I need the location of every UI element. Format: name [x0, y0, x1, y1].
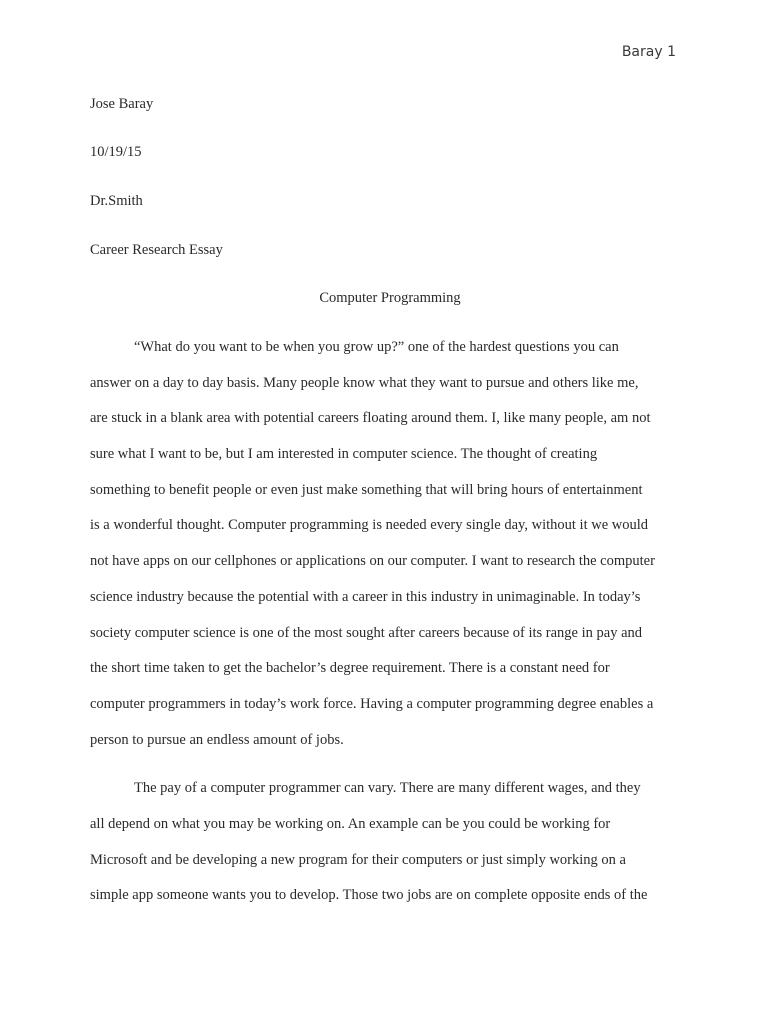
paragraph-line: person to pursue an endless amount of jobs. [90, 732, 344, 748]
paragraph-line: something to benefit people or even just make something that will bring hours of entertainment [90, 482, 643, 498]
paragraph-line: is a wonderful thought. Computer programming is needed every single day, without it we would [90, 517, 649, 533]
running-head: Baray 1 [621, 44, 676, 60]
paragraph-line: The pay of a computer programmer can vary. There are many different wages, and they [134, 780, 641, 796]
paragraph-line: answer on a day to day basis. Many people know what they want to pursue and others like me, [90, 375, 639, 391]
paragraph-line: computer programmers in today’s work force. Having a computer programming degree enables a [90, 696, 654, 712]
paragraph-line: simple app someone wants you to develop. Those two jobs are on complete opposite ends of the [90, 887, 648, 903]
paragraph-line: all depend on what you may be working on. An example can be you could be working for [90, 816, 611, 832]
paragraph-line: “What do you want to be when you grow up?” one of the hardest questions you can [134, 339, 619, 355]
author-name: Jose Baray [90, 96, 154, 112]
paragraph-line: not have apps on our cellphones or applications on our computer. I want to research the computer [90, 553, 655, 569]
instructor-name: Dr.Smith [90, 193, 143, 209]
essay-title: Computer Programming [319, 290, 461, 306]
paragraph-line: the short time taken to get the bachelor’s degree requirement. There is a constant need for [90, 660, 610, 676]
essay-date: 10/19/15 [90, 144, 142, 160]
paragraph-line: are stuck in a blank area with potential careers floating around them. I, like many people, am not [90, 410, 651, 426]
course-name: Career Research Essay [90, 242, 223, 258]
paragraph-line: society computer science is one of the most sought after careers because of its range in pay and [90, 625, 643, 641]
paragraph-line: sure what I want to be, but I am interested in computer science. The thought of creating [90, 446, 598, 462]
paragraph-line: Microsoft and be developing a new program for their computers or just simply working on a [90, 852, 626, 868]
paragraph-line: science industry because the potential with a career in this industry in unimaginable. In today’s [90, 589, 641, 605]
